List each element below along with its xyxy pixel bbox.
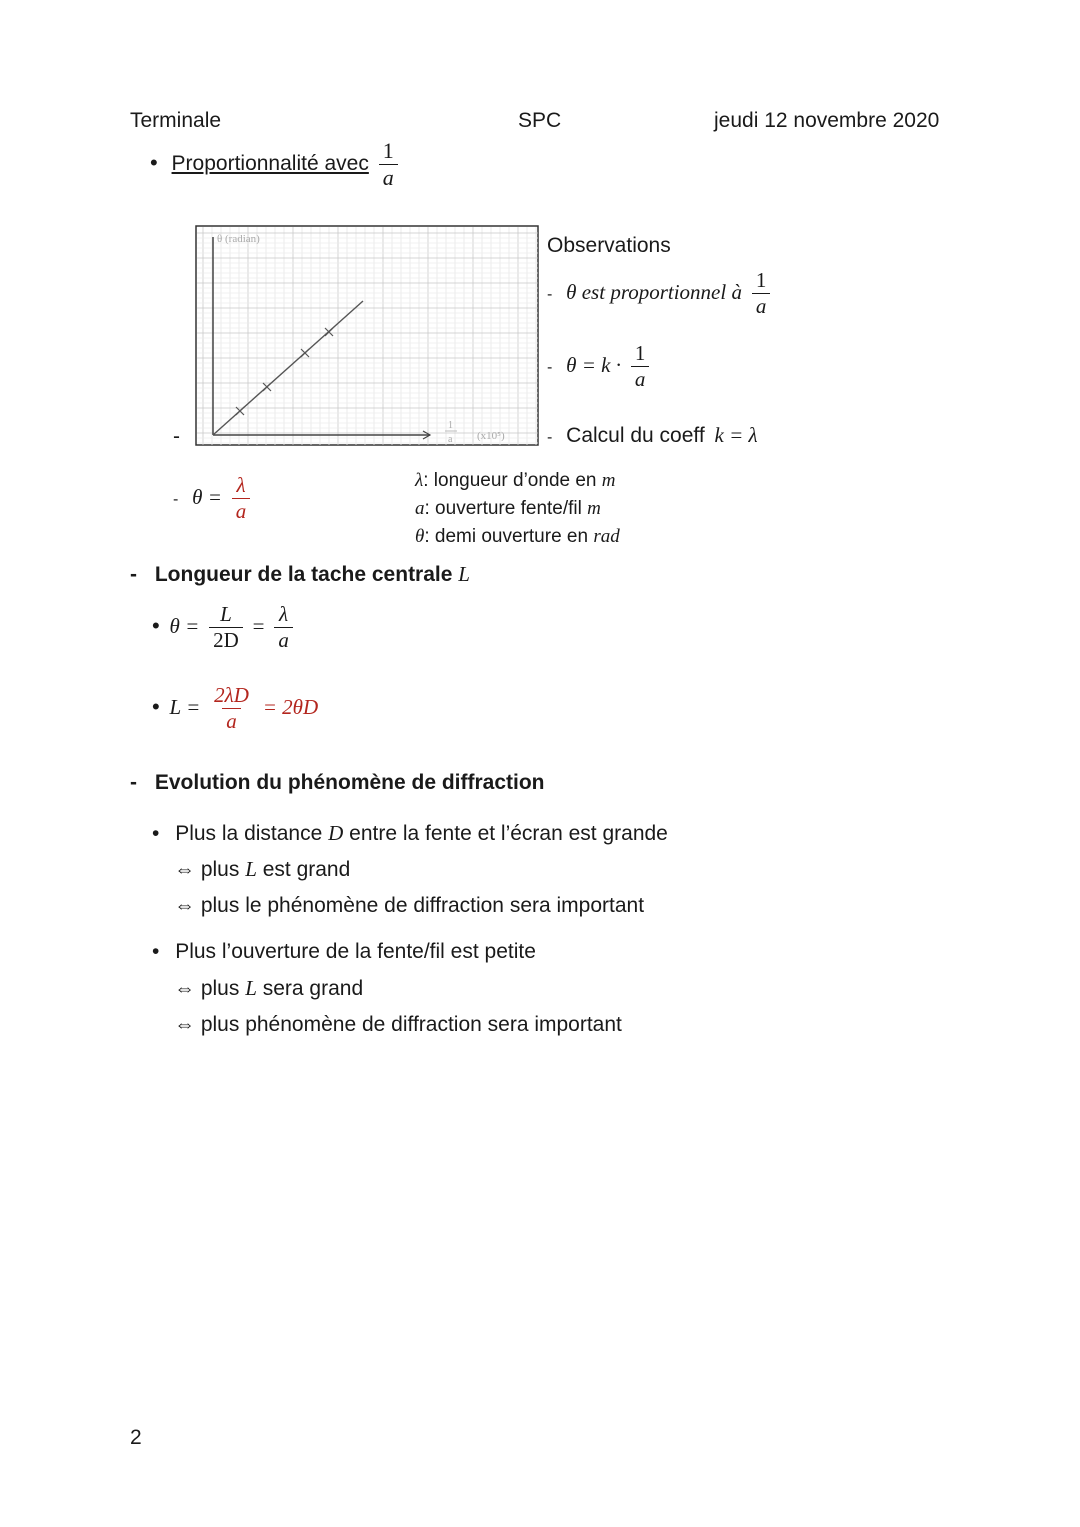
frac-den: 2D — [209, 627, 243, 651]
bullet-1-line-3: ⇔ plus le phénomène de diffraction sera important — [174, 894, 645, 917]
section3-title-text: Evolution du phénomène de diffraction — [154, 771, 545, 794]
section1-title-text: Proportionnalité avec — [171, 152, 369, 176]
section2-title-text: Longueur de la tache centrale — [154, 563, 453, 586]
frac-num: 1 — [755, 268, 767, 292]
frac-num: 1 — [382, 138, 394, 163]
b2-l2-text-b: sera grand — [262, 977, 364, 1000]
legend-sym: a — [415, 498, 425, 519]
legend-theta — [415, 526, 620, 548]
y-axis-label: θ (radian) — [217, 233, 260, 245]
frac-num: L — [220, 602, 232, 626]
frac-den: a — [631, 366, 650, 390]
b2-l2-sym: L — [245, 976, 257, 1000]
b1-l2-text-b: est grand — [262, 858, 351, 881]
frac-num: λ — [279, 602, 289, 626]
section3-title: - Evolution du phénomène de diffraction — [130, 771, 545, 794]
b1-text-b: entre la fente et l’écran est grande — [349, 822, 668, 845]
b1-l2-text-a: ⇔ plus — [174, 858, 240, 881]
formula-theta-lhs: θ = — [192, 485, 222, 510]
f2-fraction — [210, 685, 253, 732]
b1-sym: D — [328, 821, 344, 845]
obs3-math: k = λ — [714, 423, 758, 447]
observations-title: Observations — [547, 234, 671, 257]
frac-den: a — [232, 498, 251, 522]
f1-fraction-1 — [209, 604, 243, 651]
formula-L: • L = $\frac{2\lambda D}{a}$ = 2θD — [152, 683, 319, 733]
frac-den: a — [274, 627, 293, 651]
x-axis-label-num: 1 — [448, 420, 453, 431]
obs3-text: Calcul du coeff — [566, 424, 705, 447]
section1-fraction — [379, 140, 398, 189]
observation-1: - θ est proportionnel à $\frac{1}{a}$ — [547, 270, 774, 317]
f1-lhs: θ = — [169, 614, 200, 639]
section2-title: - Longueur de la tache centrale L — [130, 562, 470, 586]
f2-lhs: L = — [169, 695, 201, 720]
legend-sym: λ — [415, 470, 424, 491]
bullet-1: • Plus la distance D entre la fente et l’écran est grande — [152, 821, 668, 845]
obs2-lhs: θ = k · — [566, 353, 621, 378]
formula-theta-L: • θ = $\frac{L}{2D}$ = $\frac{\lambda}{a}$ — [152, 604, 297, 651]
f1-eq: = — [252, 614, 265, 639]
legend-text: : demi ouverture en — [424, 526, 589, 547]
bullet-1-line-2 — [174, 857, 350, 882]
legend-lambda — [415, 470, 616, 492]
formula-theta: - θ = $\frac{\lambda}{a}$ — [173, 475, 254, 522]
obs2-fraction — [631, 343, 650, 390]
x-axis-label-den: a — [448, 434, 453, 445]
legend-unit: m — [587, 498, 601, 519]
b1-text-a: Plus la distance — [175, 822, 323, 845]
section2-title-sym: L — [458, 562, 470, 586]
f2-rhs: = 2θD — [262, 695, 319, 720]
proportionality-graph — [195, 225, 540, 447]
legend-sym: θ — [415, 526, 425, 547]
formula-theta-fraction — [232, 475, 251, 522]
frac-num: 2λD — [214, 683, 249, 707]
frac-den: a — [222, 708, 241, 732]
x-axis-unit: (x10⁵) — [477, 430, 505, 442]
frac-den: a — [752, 293, 771, 317]
obs1-text: θ est proportionnel à — [566, 280, 742, 305]
header-date: jeudi 12 novembre 2020 — [714, 109, 940, 132]
f1-fraction-2 — [274, 604, 293, 651]
b2-l2-text-a: ⇔ plus — [174, 977, 240, 1000]
bullet-2-line-3: ⇔ plus phénomène de diffraction sera important — [174, 1013, 622, 1036]
observation-2: - θ = k · $\frac{1}{a}$ — [547, 343, 653, 390]
frac-num: λ — [236, 473, 246, 497]
frac-num: 1 — [634, 341, 646, 365]
header-subject: SPC — [518, 109, 562, 132]
graph-bullet-dash: - — [173, 425, 180, 448]
legend-unit: rad — [593, 526, 620, 547]
bullet-2: • Plus l’ouverture de la fente/fil est petite — [152, 940, 536, 963]
legend-unit: m — [601, 470, 616, 491]
page-number: 2 — [130, 1426, 142, 1449]
legend-text: : longueur d’onde en — [423, 470, 597, 491]
obs1-fraction — [752, 270, 771, 317]
observation-3: - Calcul du coeff k = λ — [547, 423, 758, 447]
section1-title: • Proportionnalité avec $\frac{1}{a}$ — [150, 140, 402, 189]
legend-text: : ouverture fente/fil — [424, 498, 582, 519]
b1-l2-sym: L — [245, 857, 257, 881]
header-level: Terminale — [130, 109, 222, 132]
b2-text: Plus l’ouverture de la fente/fil est petite — [175, 940, 536, 963]
frac-den: a — [379, 164, 398, 189]
graph-frame — [196, 226, 538, 445]
legend-a — [415, 498, 601, 520]
bullet-2-line-2 — [174, 976, 363, 1001]
